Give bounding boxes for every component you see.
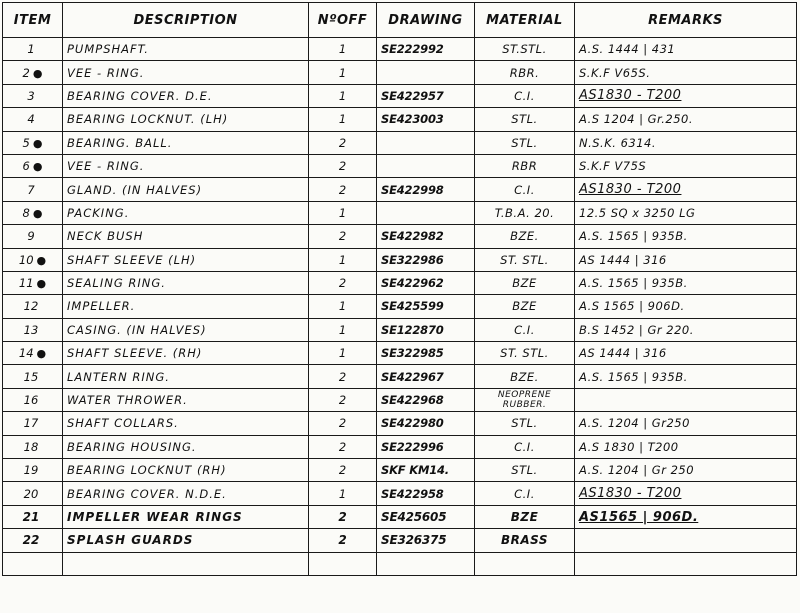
quantity-cell: 2: [309, 225, 377, 248]
item-number: 1: [27, 42, 35, 57]
table-row: [3, 84, 797, 107]
remarks-cell: [575, 178, 797, 201]
item-number-cell: [3, 435, 63, 458]
remarks-cell: A.S 1565 | 906D.: [575, 295, 797, 318]
table-row: [3, 131, 797, 154]
item-number-cell: [3, 201, 63, 224]
description-cell: SHAFT COLLARS.: [63, 412, 309, 435]
material-cell: C.I.: [475, 84, 575, 107]
material-cell: ST.STL.: [475, 38, 575, 61]
remarks-cell: A.S. 1444 | 431: [575, 38, 797, 61]
material-cell: C.I.: [475, 178, 575, 201]
remarks-cell: A.S. 1565 | 935B.: [575, 225, 797, 248]
remarks-cell: AS 1444 | 316: [575, 342, 797, 365]
item-number-cell: [3, 271, 63, 294]
remarks-cell: B.S 1452 | Gr 220.: [575, 318, 797, 341]
drawing-number-cell: SE422982: [377, 225, 475, 248]
table-row: [3, 342, 797, 365]
spare-part-marker: ●: [32, 66, 43, 80]
table-row: [3, 154, 797, 177]
quantity-cell: 1: [309, 248, 377, 271]
table-row: [3, 412, 797, 435]
item-number: 6: [22, 159, 30, 174]
table-row: [3, 529, 797, 552]
spare-part-marker: ●: [32, 160, 43, 174]
item-number-cell: [3, 505, 63, 528]
remarks-cell: [575, 84, 797, 107]
material-cell: STL.: [475, 131, 575, 154]
item-number-cell: [3, 178, 63, 201]
drawing-number-cell: SE422957: [377, 84, 475, 107]
header-drawing: DRAWING: [377, 3, 475, 38]
drawing-number-cell: SE422998: [377, 178, 475, 201]
material-cell: BZE.: [475, 225, 575, 248]
material-cell: C.I.: [475, 435, 575, 458]
item-number-cell: [3, 365, 63, 388]
drawing-number-cell: SE222992: [377, 38, 475, 61]
item-number: 18: [23, 439, 39, 454]
spare-part-marker: ●: [36, 253, 47, 267]
quantity-cell: 1: [309, 318, 377, 341]
drawing-number-cell: SE222996: [377, 435, 475, 458]
material-cell: RBR: [475, 154, 575, 177]
description-cell: [63, 552, 309, 575]
drawing-number-cell: SE425605: [377, 505, 475, 528]
item-number-cell: [3, 108, 63, 131]
drawing-number-cell: SE422980: [377, 412, 475, 435]
description-cell: CASING. (IN HALVES): [63, 318, 309, 341]
item-number-cell: [3, 154, 63, 177]
table-row: [3, 552, 797, 575]
drawing-number-cell: SE422968: [377, 388, 475, 411]
item-number: 22: [22, 533, 40, 548]
item-number: 3: [27, 88, 35, 103]
description-cell: BEARING COVER. D.E.: [63, 84, 309, 107]
spare-part-marker: ●: [32, 206, 43, 220]
material-cell: BZE: [475, 271, 575, 294]
material-cell: NEOPRENE RUBBER.: [475, 388, 575, 411]
remarks-text: AS1565 | 906D.: [579, 509, 699, 525]
material-cell: BRASS: [475, 529, 575, 552]
item-number-cell: [3, 552, 63, 575]
item-number-cell: [3, 529, 63, 552]
item-number: 15: [23, 369, 39, 384]
item-number-cell: [3, 84, 63, 107]
table-row: [3, 318, 797, 341]
item-number: 21: [22, 510, 40, 524]
description-cell: BEARING HOUSING.: [63, 435, 309, 458]
quantity-cell: 2: [309, 435, 377, 458]
header-item: ITEM: [3, 3, 63, 38]
description-cell: VEE - RING.: [63, 61, 309, 84]
drawing-number-cell: SE122870: [377, 318, 475, 341]
item-number: 10: [18, 252, 34, 267]
table-row: [3, 248, 797, 271]
remarks-cell: A.S 1204 | Gr.250.: [575, 108, 797, 131]
description-cell: SPLASH GUARDS: [63, 529, 309, 552]
drawing-number-cell: SE322985: [377, 342, 475, 365]
remarks-cell: A.S. 1565 | 935B.: [575, 365, 797, 388]
quantity-cell: 2: [309, 388, 377, 411]
remarks-cell: S.K.F V75S: [575, 154, 797, 177]
item-number: 16: [23, 393, 39, 408]
item-number-cell: [3, 225, 63, 248]
table-row: [3, 388, 797, 411]
description-cell: SHAFT SLEEVE (LH): [63, 248, 309, 271]
description-cell: IMPELLER.: [63, 295, 309, 318]
item-number: 11: [18, 276, 34, 291]
drawing-number-cell: SE425599: [377, 295, 475, 318]
item-number-cell: [3, 388, 63, 411]
drawing-number-cell: SE423003: [377, 108, 475, 131]
description-cell: SEALING RING.: [63, 271, 309, 294]
remarks-cell: A.S 1830 | T200: [575, 435, 797, 458]
item-number: 2: [22, 65, 30, 80]
description-cell: WATER THROWER.: [63, 388, 309, 411]
description-cell: BEARING COVER. N.D.E.: [63, 482, 309, 505]
header-qty: NºOFF: [309, 3, 377, 38]
material-cell: BZE.: [475, 365, 575, 388]
table-row: [3, 38, 797, 61]
quantity-cell: 1: [309, 108, 377, 131]
remarks-cell: A.S. 1204 | Gr250: [575, 412, 797, 435]
table-row: [3, 365, 797, 388]
table-row: [3, 201, 797, 224]
spare-part-marker: ●: [36, 277, 47, 291]
table-row: [3, 295, 797, 318]
quantity-cell: [309, 552, 377, 575]
parts-list-table: [2, 2, 797, 576]
table-row: [3, 505, 797, 528]
quantity-cell: 1: [309, 295, 377, 318]
drawing-number-cell: [377, 552, 475, 575]
remarks-text: AS1830 - T200: [579, 182, 682, 198]
description-cell: NECK BUSH: [63, 225, 309, 248]
item-number-cell: [3, 318, 63, 341]
quantity-cell: 1: [309, 38, 377, 61]
item-number: 9: [27, 229, 35, 244]
drawing-number-cell: SKF KM14.: [377, 459, 475, 482]
drawing-number-cell: [377, 131, 475, 154]
remarks-cell: S.K.F V65S.: [575, 61, 797, 84]
quantity-cell: 2: [309, 412, 377, 435]
description-cell: BEARING. BALL.: [63, 131, 309, 154]
item-number-cell: [3, 412, 63, 435]
quantity-cell: 2: [309, 271, 377, 294]
quantity-cell: 1: [309, 84, 377, 107]
header-material: MATERIAL: [475, 3, 575, 38]
item-number-cell: [3, 61, 63, 84]
item-number: 14: [18, 346, 34, 361]
material-cell: BZE: [475, 295, 575, 318]
material-cell: STL.: [475, 459, 575, 482]
remarks-cell: AS 1444 | 316: [575, 248, 797, 271]
item-number-cell: [3, 131, 63, 154]
drawing-number-cell: SE326375: [377, 529, 475, 552]
material-cell: T.B.A. 20.: [475, 201, 575, 224]
item-number: 8: [22, 205, 30, 220]
description-cell: IMPELLER WEAR RINGS: [63, 505, 309, 528]
remarks-text: AS1830 - T200: [579, 486, 682, 502]
header-row: [3, 3, 797, 38]
material-cell: ST. STL.: [475, 248, 575, 271]
description-cell: BEARING LOCKNUT (RH): [63, 459, 309, 482]
material-cell: RBR.: [475, 61, 575, 84]
quantity-cell: 2: [309, 131, 377, 154]
quantity-cell: 2: [309, 459, 377, 482]
quantity-cell: 2: [309, 529, 377, 552]
remarks-cell: [575, 482, 797, 505]
table-row: [3, 482, 797, 505]
drawing-number-cell: [377, 61, 475, 84]
item-number: 13: [23, 322, 39, 337]
drawing-number-cell: [377, 154, 475, 177]
description-cell: PACKING.: [63, 201, 309, 224]
spare-part-marker: ●: [36, 347, 47, 361]
item-number: 12: [23, 299, 39, 314]
item-number-cell: [3, 482, 63, 505]
header-description: DESCRIPTION: [63, 3, 309, 38]
remarks-cell: [575, 552, 797, 575]
table-row: [3, 225, 797, 248]
remarks-cell: 12.5 SQ x 3250 LG: [575, 201, 797, 224]
item-number: 19: [23, 463, 39, 478]
item-number-cell: [3, 342, 63, 365]
description-cell: VEE - RING.: [63, 154, 309, 177]
quantity-cell: 1: [309, 61, 377, 84]
remarks-cell: N.S.K. 6314.: [575, 131, 797, 154]
table-row: [3, 178, 797, 201]
drawing-number-cell: SE322986: [377, 248, 475, 271]
remarks-cell: [575, 505, 797, 528]
header-remarks: REMARKS: [575, 3, 797, 38]
remarks-cell: A.S. 1565 | 935B.: [575, 271, 797, 294]
material-cell: ST. STL.: [475, 342, 575, 365]
material-cell: STL.: [475, 412, 575, 435]
material-cell: C.I.: [475, 318, 575, 341]
quantity-cell: 1: [309, 342, 377, 365]
table-row: [3, 435, 797, 458]
material-cell: STL.: [475, 108, 575, 131]
item-number-cell: [3, 248, 63, 271]
remarks-cell: [575, 529, 797, 552]
item-number-cell: [3, 295, 63, 318]
table-row: [3, 271, 797, 294]
item-number: 7: [27, 182, 35, 197]
description-cell: GLAND. (IN HALVES): [63, 178, 309, 201]
material-cell: C.I.: [475, 482, 575, 505]
item-number: 17: [23, 416, 39, 431]
remarks-text: AS1830 - T200: [579, 88, 682, 104]
quantity-cell: 2: [309, 365, 377, 388]
spare-part-marker: ●: [32, 136, 43, 150]
item-number-cell: [3, 38, 63, 61]
remarks-cell: [575, 388, 797, 411]
item-number: 4: [27, 112, 35, 127]
drawing-number-cell: [377, 201, 475, 224]
quantity-cell: 2: [309, 505, 377, 528]
quantity-cell: 1: [309, 482, 377, 505]
item-number: 20: [23, 486, 39, 501]
table-row: [3, 459, 797, 482]
table-row: [3, 108, 797, 131]
quantity-cell: 2: [309, 178, 377, 201]
quantity-cell: 1: [309, 201, 377, 224]
item-number: 5: [22, 135, 30, 150]
description-cell: SHAFT SLEEVE. (RH): [63, 342, 309, 365]
description-cell: BEARING LOCKNUT. (LH): [63, 108, 309, 131]
material-cell: [475, 552, 575, 575]
description-cell: LANTERN RING.: [63, 365, 309, 388]
remarks-cell: A.S. 1204 | Gr 250: [575, 459, 797, 482]
quantity-cell: 2: [309, 154, 377, 177]
drawing-number-cell: SE422962: [377, 271, 475, 294]
material-cell: BZE: [475, 505, 575, 528]
drawing-number-cell: SE422967: [377, 365, 475, 388]
item-number-cell: [3, 459, 63, 482]
table-row: [3, 61, 797, 84]
drawing-number-cell: SE422958: [377, 482, 475, 505]
description-cell: PUMPSHAFT.: [63, 38, 309, 61]
